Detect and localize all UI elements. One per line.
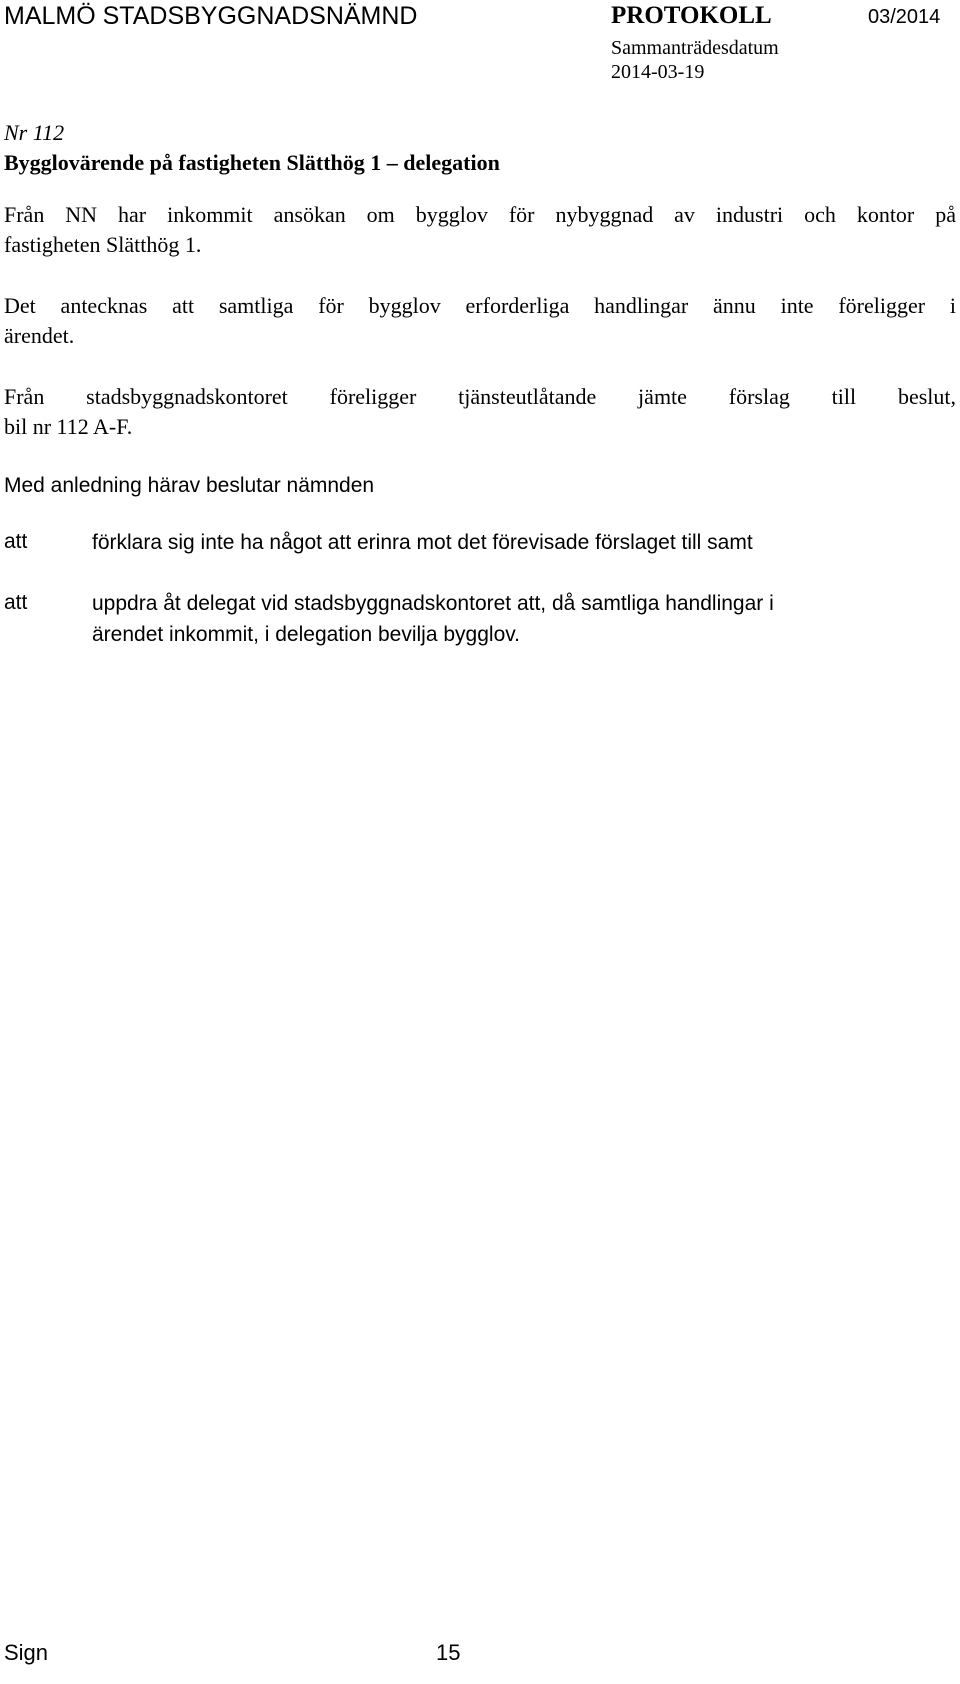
decision-clause [92,527,952,558]
page-number: 15 [436,1640,461,1665]
paragraph-line: ärendet. [4,323,75,348]
issue-number: 03/2014 [868,6,941,28]
paragraph-application [4,200,956,260]
paragraph-line: Från stadsbyggnadskontoret föreligger tjänsteutlåtande jämte förslag till beslut, [4,384,956,409]
paragraph-line: Med anledning härav beslutar nämnden [4,474,375,497]
case-subject: Bygglovärende på fastigheten Slätthög 1 – delegation [4,150,500,175]
paragraph-proposal [4,382,956,442]
paragraph-decision-intro [4,471,956,501]
decision-clause [92,588,952,650]
decision-line: förklara sig inte ha något att erinra mot det förevisade förslaget till samt [92,531,753,554]
sign-label: Sign [4,1640,49,1665]
paragraph-line: Från NN har inkommit ansökan om bygglov för nybyggnad av industri och kontor på [4,202,956,227]
paragraph-line: bil nr 112 A-F. [4,414,133,439]
document-type: PROTOKOLL [611,2,772,29]
paragraph-line: fastigheten Slätthög 1. [4,232,202,257]
paragraph-line: Det antecknas att samtliga för bygglov erforderliga handlingar ännu inte föreligger i [4,293,956,318]
paragraph-note [4,291,956,351]
decision-label: att [4,591,28,614]
decision-line: uppdra åt delegat vid stadsbyggnadskontoret att, då samtliga handlingar i [92,592,774,615]
organization-name: MALMÖ STADSBYGGNADSNÄMND [4,2,418,30]
case-number: Nr 112 [4,120,65,145]
decision-label: att [4,530,28,553]
meeting-date: 2014-03-19 [611,61,705,83]
decision-line: ärendet inkommit, i delegation bevilja bygglov. [92,623,521,646]
meeting-date-label: Sammanträdesdatum [611,37,779,59]
